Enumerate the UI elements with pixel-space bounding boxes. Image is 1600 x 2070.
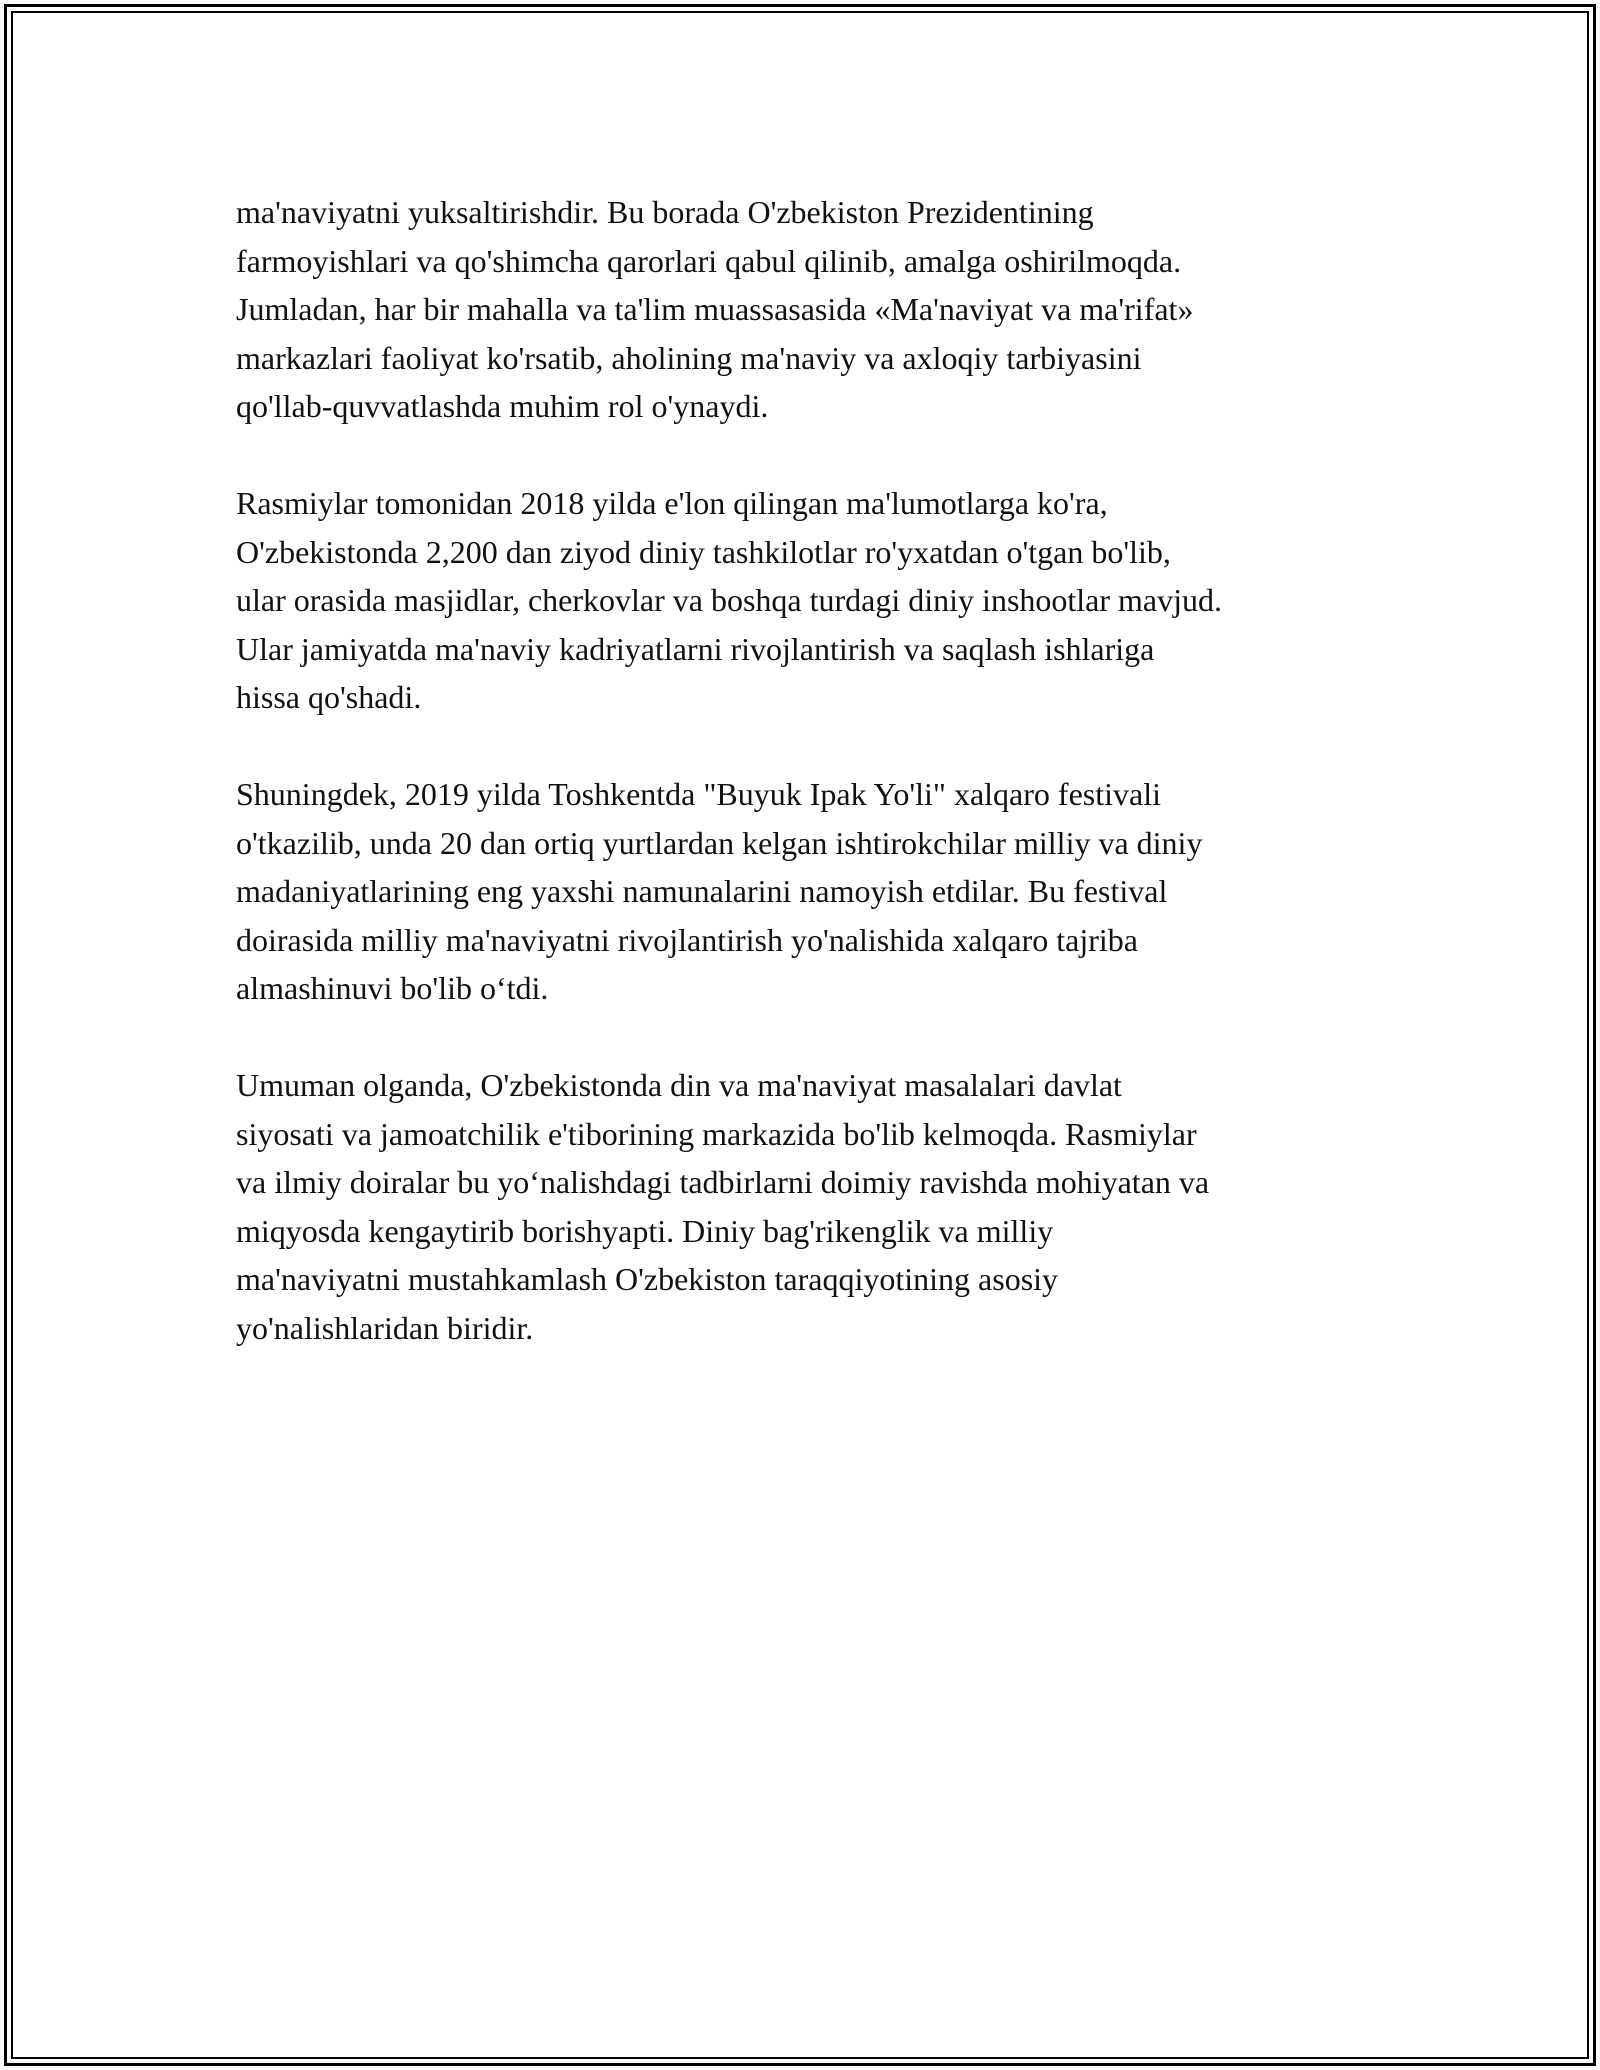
paragraph-4: [236, 1061, 1376, 1352]
text-line: ma'naviyatni mustahkamlash O'zbekiston taraqqiyotining asosiy: [236, 1261, 1059, 1297]
text-line: va ilmiy doiralar bu yo‘nalishdagi tadbirlarni doimiy ravishda mohiyatan va: [236, 1164, 1210, 1200]
text-line: hissa qo'shadi.: [236, 679, 422, 715]
paragraph-3: [236, 770, 1376, 1013]
text-line: farmoyishlari va qo'shimcha qarorlari qabul qilinib, amalga oshirilmoqda.: [236, 242, 1182, 279]
text-line: ular orasida masjidlar, cherkovlar va boshqa turdagi diniy inshootlar mavjud.: [236, 582, 1223, 618]
text-line: o'tkazilib, unda 20 dan ortiq yurtlardan kelgan ishtirokchilar milliy va diniy: [236, 824, 1203, 861]
text-line: Umuman olganda, O'zbekistonda din va ma'naviyat masalalari davlat: [236, 1067, 1122, 1103]
text-line: qo'llab-quvvatlashda muhim rol o'ynaydi.: [236, 388, 769, 424]
text-line: miqyosda kengaytirib borishyapti. Diniy bag'rikenglik va milliy: [236, 1212, 1054, 1249]
paragraph-2: [236, 479, 1376, 722]
text-line: yo'nalishlaridan biridir.: [236, 1309, 534, 1346]
document-body: [236, 188, 1376, 1401]
text-line: Ular jamiyatda ma'naviy kadriyatlarni rivojlantirish va saqlash ishlariga: [236, 630, 1155, 667]
text-line: O'zbekistonda 2,200 dan ziyod diniy tashkilotlar ro'yxatdan o'tgan bo'lib,: [236, 533, 1171, 570]
text-line: siyosati va jamoatchilik e'tiborining markazida bo'lib kelmoqda. Rasmiylar: [236, 1115, 1197, 1152]
text-line: Jumladan, har bir mahalla va ta'lim muassasasida «Ma'naviyat va ma'rifat»: [236, 291, 1194, 327]
text-line: markazlari faoliyat ko'rsatib, aholining ma'naviy va axloqiy tarbiyasini: [236, 339, 1142, 376]
text-line: doirasida milliy ma'naviyatni rivojlantirish yo'nalishida xalqaro tajriba: [236, 921, 1138, 958]
text-line: ma'naviyatni yuksaltirishdir. Bu borada O'zbekiston Prezidentining: [236, 194, 1094, 230]
text-line: madaniyatlarining eng yaxshi namunalarini namoyish etdilar. Bu festival: [236, 873, 1168, 909]
text-line: Rasmiylar tomonidan 2018 yilda e'lon qilingan ma'lumotlarga ko'ra,: [236, 485, 1108, 521]
paragraph-1: [236, 188, 1376, 431]
text-line: Shuningdek, 2019 yilda Toshkentda "Buyuk Ipak Yo'li" xalqaro festivali: [236, 776, 1161, 812]
text-line: almashinuvi bo'lib o‘tdi.: [236, 970, 549, 1006]
